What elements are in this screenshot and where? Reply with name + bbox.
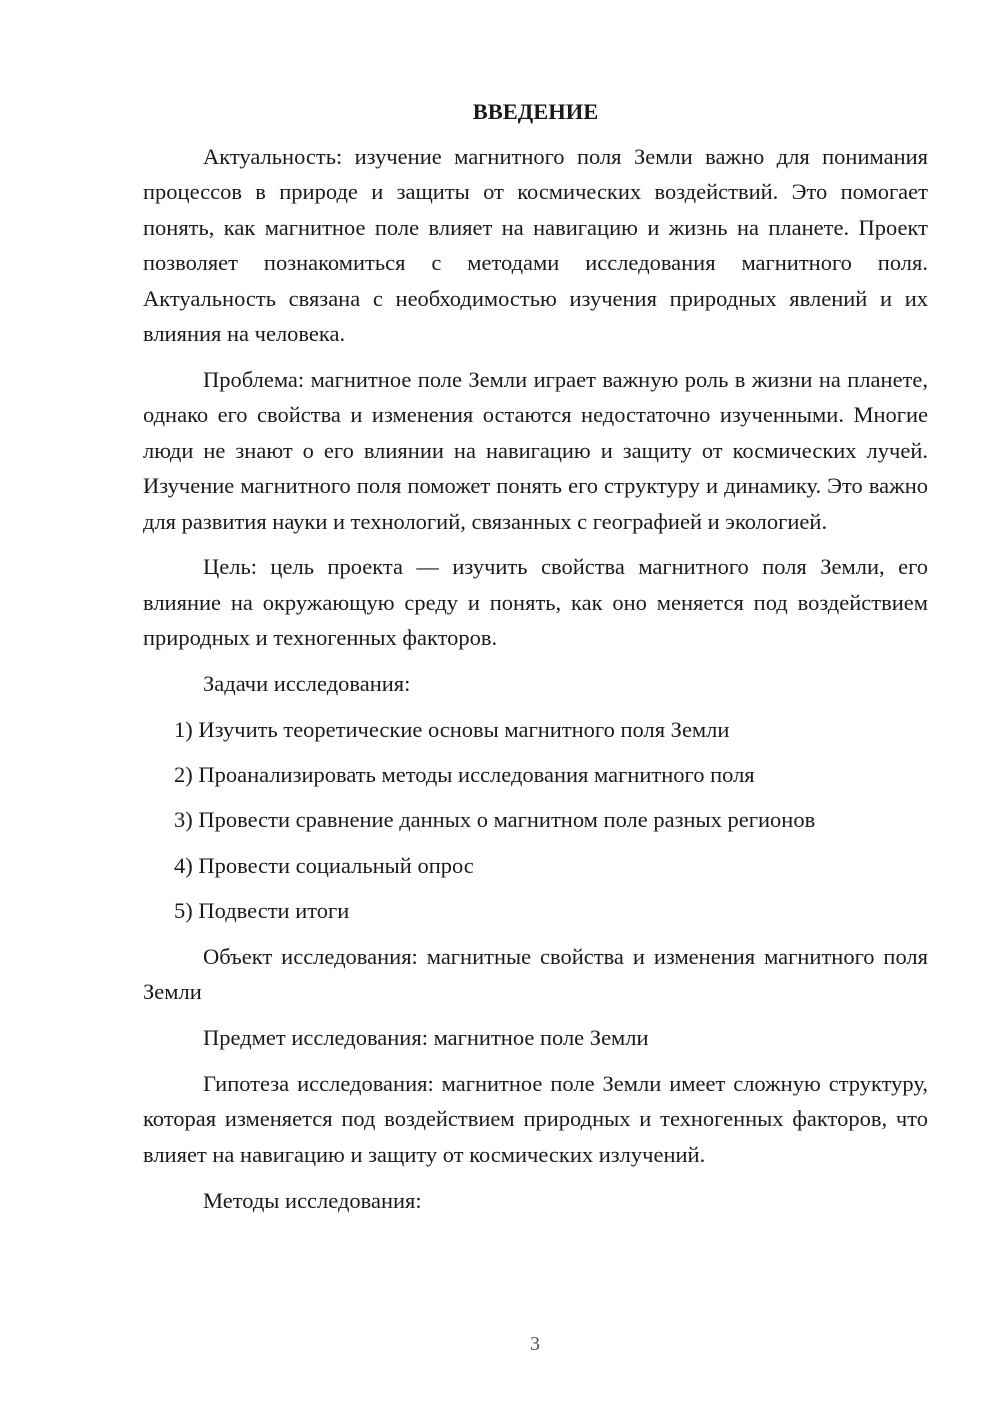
tasks-list [143,712,928,929]
paragraph-hypothesis: Гипотеза исследования: магнитное поле Земли имеет сложную структуру, которая изменяется под воздействием природных и техногенных факторов, что влияет на навигацию и защиту от космических излучений. [143,1070,928,1167]
tasks-heading: Задачи исследования: [203,671,411,697]
list-item: 4) Провести социальный опрос [174,852,474,878]
list-item: 2) Проанализировать методы исследования магнитного поля [174,762,755,787]
document-body [143,94,928,1228]
list-item: 3) Провести сравнение данных о магнитном поле разных регионов [174,807,816,833]
paragraph-relevance: Актуальность: изучение магнитного поля Земли важно для понимания процессов в природе и защиты от космических воздействий. Это помогает понять, как магнитное поле влияет на навигацию и жизнь на планете. Проект позволяет познакомиться с методами исследования магнитного поля. Актуальность связана с необходимостью изучения природных явлений и их влияния на человека. [143,144,928,347]
paragraph-problem: Проблема: магнитное поле Земли играет важную роль в жизни на планете, однако его свойства и изменения остаются недостаточно изученными. Многие люди не знают о его влиянии на навигацию и защиту от космических лучей. Изучение магнитного поля поможет понять его структуру и динамику. Это важно для развития науки и технологий, связанных с географией и экологией. [143,366,928,534]
page-number: 3 [530,1333,540,1355]
methods-heading: Методы исследования: [203,1187,422,1213]
paragraph-object: Объект исследования: магнитные свойства и изменения магнитного поля Земли [143,943,928,1005]
list-item: 1) Изучить теоретические основы магнитного поля Земли [174,716,730,742]
section-title: ВВЕДЕНИЕ [472,99,599,124]
paragraph-goal: Цель: цель проекта — изучить свойства магнитного поля Земли, его влияние на окружающую среду и понять, как оно меняется под воздействием природных и техногенных факторов. [143,554,928,651]
paragraph-subject: Предмет исследования: магнитное поле Земли [203,1024,649,1050]
list-item: 5) Подвести итоги [174,898,350,924]
